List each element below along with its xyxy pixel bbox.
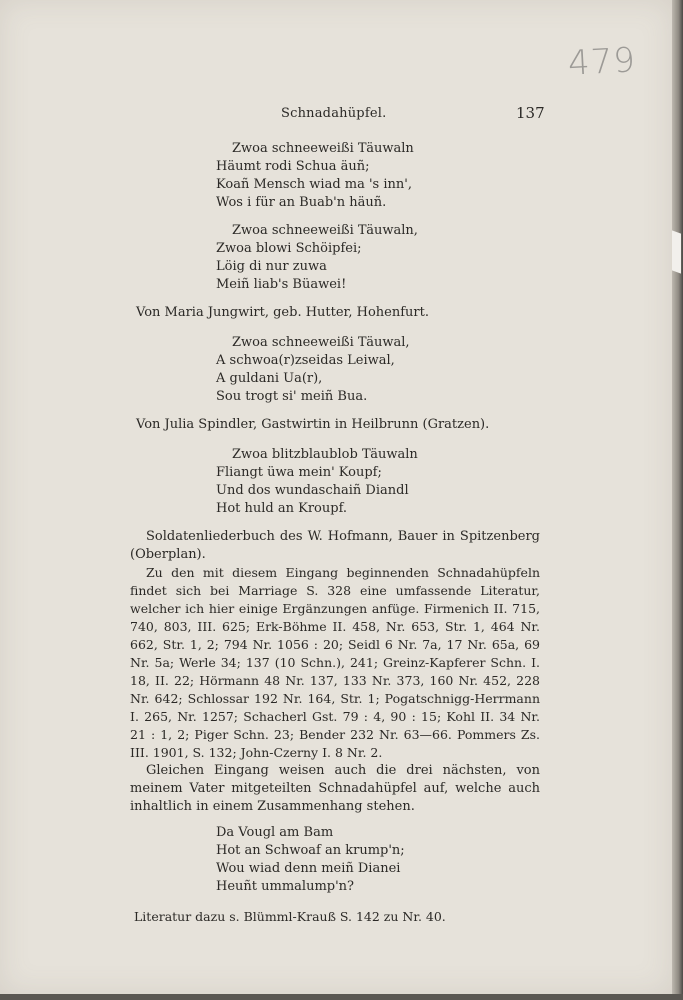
- page-edge-shadow: [672, 0, 683, 1000]
- literature-reference: Literatur dazu s. Blümml-Krauß S. 142 zu Nr. 40.: [134, 909, 446, 924]
- stanza-5: [216, 824, 540, 896]
- verse-line: Zwoa schneeweißi Täuwaln: [232, 141, 414, 156]
- verse-line: Hot an Schwoaf an krump'n;: [216, 843, 405, 858]
- verse-line: Häumt rodi Schua äuñ;: [216, 159, 370, 174]
- verse-line: Koañ Mensch wiad ma 's inn',: [216, 177, 412, 192]
- source-attribution-2: Von Julia Spindler, Gastwirtin in Heilbrunn (Gratzen).: [136, 417, 490, 432]
- paragraph-source-note: Soldatenliederbuch des W. Hofmann, Bauer in Spitzenberg (Oberplan).: [130, 529, 540, 562]
- bottom-edge: [0, 994, 683, 1000]
- verse-line: Zwoa blitzblaublob Täuwaln: [232, 447, 418, 462]
- paragraph-bibliography: Zu den mit diesem Eingang beginnenden Schnadahüpfeln findet sich bei Marriage S. 328 eine umfassende Literatur, welcher ich hier einige Ergänzungen anfüge. Firmenich II. 715, 740, 803, III. 625; Erk-Böhme II. 458, Nr. 653, Str. 1, 464 Nr. 662, Str. 1, 2; 794 Nr. 1056 : 20; Seidl 6 Nr. 7a, 17 Nr. 65a, 69 Nr. 5a; Werle 34; 137 (10 Schn.), 241; Greinz-Kapferer Schn. I. 18, II. 22; Hörmann 48 Nr. 137, 133 Nr. 373, 160 Nr. 452, 228 Nr. 642; Schlossar 192 Nr. 164, Str. 1; Pogatschnigg-Herrmann I. 265, Nr. 1257; Schacherl Gst. 79 : 4, 90 : 15; Kohl II. 34 Nr. 21 : 1, 2; Piger Schn. 23; Bender 232 Nr. 63—66. Pommers Zs. III. 1901, S. 132; John-Czerny I. 8 Nr. 2.: [130, 565, 540, 760]
- page-body: [130, 140, 540, 926]
- stanza-2: [216, 222, 540, 294]
- verse-line: Hot huld an Kroupf.: [216, 501, 348, 516]
- stanza-3: [216, 334, 540, 406]
- verse-line: Da Vougl am Bam: [216, 825, 334, 840]
- verse-line: Und dos wundaschaiñ Diandl: [216, 483, 409, 498]
- paragraph-commentary: Gleichen Eingang weisen auch die drei nächsten, von meinem Vater mitgeteilten Schnadahüpfel auf, welche auch inhaltlich in einem Zusammenhang stehen.: [130, 763, 540, 814]
- stanza-1: [216, 140, 540, 212]
- verse-line: Sou trogt si' meiñ Bua.: [216, 389, 368, 404]
- verse-line: Wou wiad denn meiñ Dianei: [216, 861, 401, 876]
- source-attribution-1: Von Maria Jungwirt, geb. Hutter, Hohenfurt.: [136, 305, 429, 320]
- paper-tab: [672, 230, 681, 273]
- verse-line: Zwoa blowi Schöipfei;: [216, 241, 362, 256]
- running-title: Schnadahüpfel.: [281, 106, 387, 121]
- archive-pencil-number: 479: [566, 40, 637, 84]
- verse-line: A guldani Ua(r),: [216, 371, 323, 386]
- verse-line: Meiñ liab's Büawei!: [216, 277, 347, 292]
- verse-line: Löig di nur zuwa: [216, 259, 327, 274]
- verse-line: Zwoa schneeweißi Täuwaln,: [232, 223, 418, 238]
- page-number: 137: [516, 104, 545, 122]
- stanza-4: [216, 446, 540, 518]
- verse-line: A schwoa(r)zseidas Leiwal,: [216, 353, 395, 368]
- verse-line: Zwoa schneeweißi Täuwal,: [232, 335, 410, 350]
- verse-line: Heuñt ummalump'n?: [216, 879, 355, 894]
- verse-line: Fliangt üwa mein' Koupf;: [216, 465, 382, 480]
- verse-line: Wos i für an Buab'n häuñ.: [216, 195, 387, 210]
